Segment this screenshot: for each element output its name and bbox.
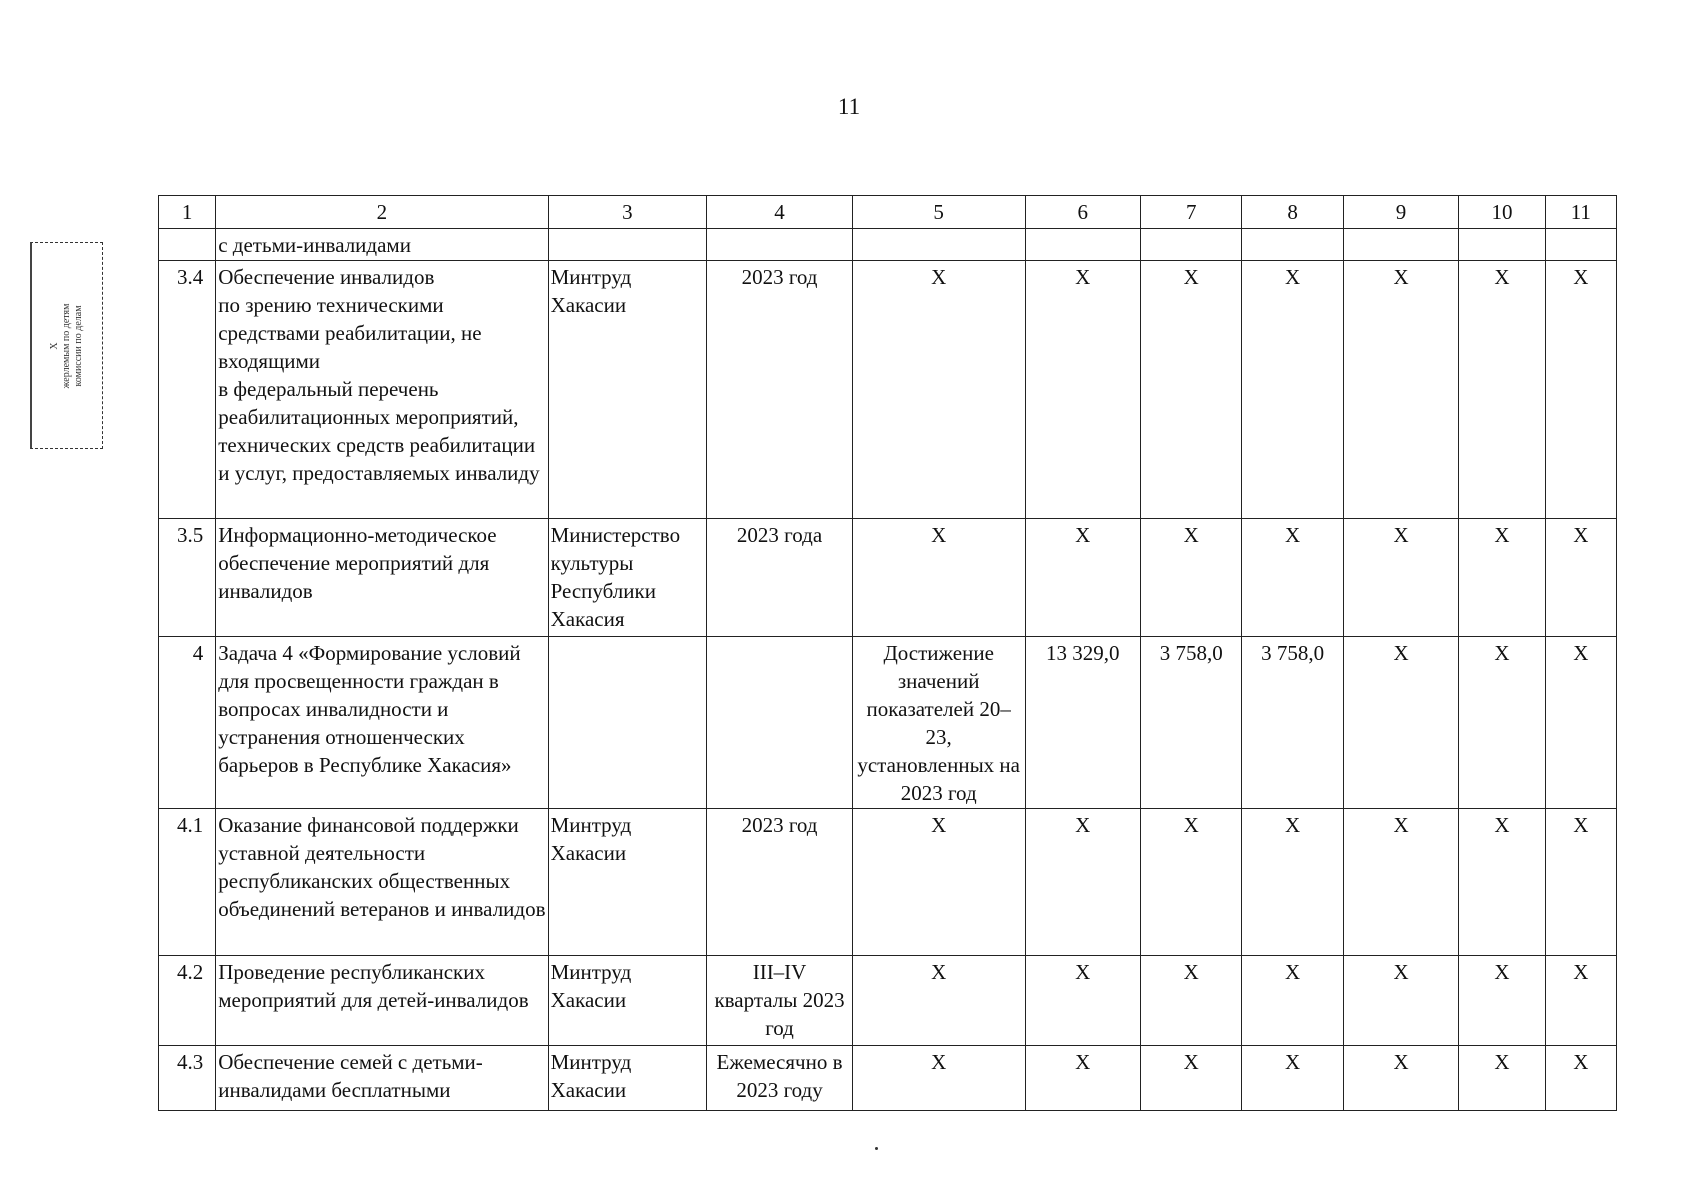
- cell-c10: Х: [1459, 637, 1545, 809]
- table-row: [159, 809, 1617, 956]
- cell-c5: [852, 229, 1025, 261]
- cell-n: 4: [159, 637, 216, 809]
- cell-task: Задача 4 «Формирование условий для просвещенности граждан в вопросах инвалидности и устранения отношенческих барьеров в Республике Хакасия»: [216, 637, 548, 809]
- page-dot: [875, 1147, 878, 1150]
- column-header: 2: [216, 196, 548, 229]
- cell-c5: Достижение значений показателей 20–23, установленных на 2023 год: [852, 637, 1025, 809]
- cell-c10: Х: [1459, 261, 1545, 519]
- cell-c8: Х: [1242, 261, 1343, 519]
- cell-c6: Х: [1025, 519, 1140, 637]
- cell-c8: [1242, 229, 1343, 261]
- column-header: 5: [852, 196, 1025, 229]
- cell-c5: Х: [852, 956, 1025, 1046]
- cell-term: [707, 229, 853, 261]
- column-header: 11: [1545, 196, 1616, 229]
- column-header: 10: [1459, 196, 1545, 229]
- cell-c5: Х: [852, 519, 1025, 637]
- cell-n: 4.1: [159, 809, 216, 956]
- cell-c5: Х: [852, 1046, 1025, 1111]
- cell-c6: 13 329,0: [1025, 637, 1140, 809]
- column-header: 9: [1343, 196, 1458, 229]
- cell-c8: 3 758,0: [1242, 637, 1343, 809]
- cell-c11: Х: [1545, 519, 1616, 637]
- cell-term: [707, 637, 853, 809]
- stamp-line: X: [49, 341, 60, 350]
- cell-exec: Министерство культуры Республики Хакасия: [548, 519, 707, 637]
- cell-term: Ежемесячно в 2023 году: [707, 1046, 853, 1111]
- cell-task: Обеспечение семей с детьми-инвалидами бесплатными: [216, 1046, 548, 1111]
- stamp-line: комиссии по делам: [73, 304, 84, 387]
- table-row: [159, 229, 1617, 261]
- cell-c11: Х: [1545, 809, 1616, 956]
- column-header: 6: [1025, 196, 1140, 229]
- cell-task: Информационно-методическое обеспечение мероприятий для инвалидов: [216, 519, 548, 637]
- cell-exec: Минтруд Хакасии: [548, 1046, 707, 1111]
- cell-c7: Х: [1141, 956, 1242, 1046]
- cell-c7: Х: [1141, 261, 1242, 519]
- cell-c9: [1343, 229, 1458, 261]
- cell-task: Обеспечение инвалидов по зрению техническими средствами реабилитации, не входящими в федеральный перечень реабилитационных мероприятий, технических средств реабилитации и услуг, предоставляемых инвалиду: [216, 261, 548, 519]
- page-number: 11: [837, 94, 861, 119]
- cell-exec: Минтруд Хакасии: [548, 809, 707, 956]
- cell-c9: Х: [1343, 637, 1458, 809]
- cell-c9: Х: [1343, 1046, 1458, 1111]
- cell-c10: Х: [1459, 809, 1545, 956]
- cell-c11: Х: [1545, 1046, 1616, 1111]
- cell-c10: [1459, 229, 1545, 261]
- cell-c7: Х: [1141, 809, 1242, 956]
- cell-c9: Х: [1343, 519, 1458, 637]
- cell-n: 3.4: [159, 261, 216, 519]
- cell-c10: Х: [1459, 519, 1545, 637]
- cell-c8: Х: [1242, 809, 1343, 956]
- cell-exec: [548, 229, 707, 261]
- cell-term: III–IV кварталы 2023 год: [707, 956, 853, 1046]
- header-row: [159, 196, 1617, 229]
- cell-n: [159, 229, 216, 261]
- table-row: [159, 261, 1617, 519]
- cell-c11: Х: [1545, 956, 1616, 1046]
- table-row: [159, 519, 1617, 637]
- cell-c5: Х: [852, 809, 1025, 956]
- table-row: [159, 1046, 1617, 1111]
- cell-c10: Х: [1459, 1046, 1545, 1111]
- cell-c6: Х: [1025, 1046, 1140, 1111]
- table-row: [159, 956, 1617, 1046]
- cell-c7: 3 758,0: [1141, 637, 1242, 809]
- cell-term: 2023 год: [707, 261, 853, 519]
- cell-c9: Х: [1343, 956, 1458, 1046]
- cell-c9: Х: [1343, 261, 1458, 519]
- cell-c10: Х: [1459, 956, 1545, 1046]
- cell-c7: Х: [1141, 1046, 1242, 1111]
- cell-c7: [1141, 229, 1242, 261]
- cell-exec: [548, 637, 707, 809]
- column-header: 3: [548, 196, 707, 229]
- cell-c9: Х: [1343, 809, 1458, 956]
- cell-n: 4.3: [159, 1046, 216, 1111]
- cell-c7: Х: [1141, 519, 1242, 637]
- cell-task: Оказание финансовой поддержки уставной деятельности республиканских общественных объединений ветеранов и инвалидов: [216, 809, 548, 956]
- cell-exec: Минтруд Хакасии: [548, 956, 707, 1046]
- stamp-line: жерлемым по детям: [61, 303, 72, 388]
- stamp-text: [49, 303, 85, 388]
- cell-task: Проведение республиканских мероприятий для детей-инвалидов: [216, 956, 548, 1046]
- cell-c8: Х: [1242, 956, 1343, 1046]
- table-row: [159, 637, 1617, 809]
- column-header: 1: [159, 196, 216, 229]
- column-header: 4: [707, 196, 853, 229]
- cell-c11: Х: [1545, 637, 1616, 809]
- cell-c5: Х: [852, 261, 1025, 519]
- activities-table: [158, 195, 1617, 1111]
- cell-c6: Х: [1025, 809, 1140, 956]
- cell-c6: Х: [1025, 956, 1140, 1046]
- cell-exec: Минтруд Хакасии: [548, 261, 707, 519]
- cell-c8: Х: [1242, 1046, 1343, 1111]
- cell-c11: Х: [1545, 261, 1616, 519]
- cell-task: с детьми-инвалидами: [216, 229, 548, 261]
- cell-c11: [1545, 229, 1616, 261]
- cell-c6: Х: [1025, 261, 1140, 519]
- cell-n: 3.5: [159, 519, 216, 637]
- column-header: 7: [1141, 196, 1242, 229]
- column-header: 8: [1242, 196, 1343, 229]
- cell-n: 4.2: [159, 956, 216, 1046]
- cell-term: 2023 год: [707, 809, 853, 956]
- approval-stamp: [30, 242, 103, 449]
- cell-term: 2023 года: [707, 519, 853, 637]
- cell-c8: Х: [1242, 519, 1343, 637]
- cell-c6: [1025, 229, 1140, 261]
